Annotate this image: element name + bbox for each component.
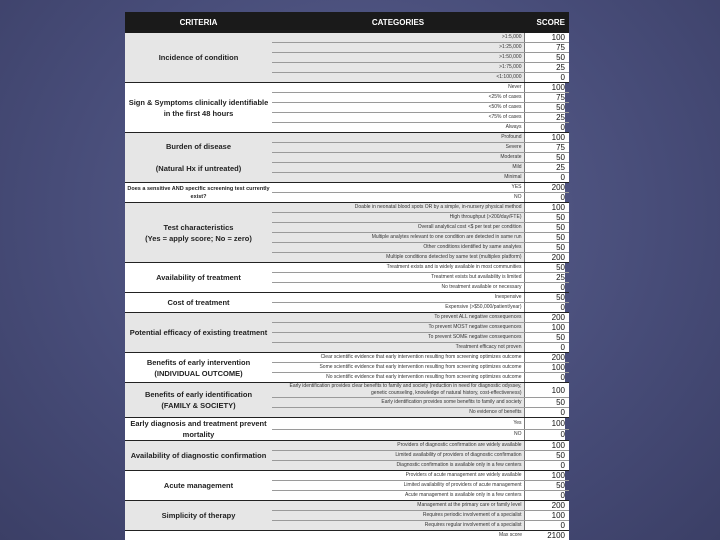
table-row — [125, 353, 569, 363]
score-cell: 25 — [524, 273, 569, 283]
criteria-cell: Sign & Symptoms clinically identifiable in the first 48 hours — [125, 83, 272, 133]
criteria-cell: Acute management — [125, 471, 272, 501]
table-row — [125, 133, 569, 143]
category-cell: No evidence of benefits — [272, 408, 524, 418]
header-criteria: CRITERIA — [125, 12, 272, 33]
category-cell: Management at the primary care or family level — [272, 501, 524, 511]
score-cell: 0 — [524, 73, 569, 83]
category-cell: Treatment exists but availability is limited — [272, 273, 524, 283]
score-cell: 0 — [524, 373, 569, 383]
category-cell: NO — [272, 429, 524, 441]
score-cell: 0 — [524, 461, 569, 471]
score-cell: 0 — [524, 173, 569, 183]
score-cell: 100 — [524, 33, 569, 43]
score-cell: 200 — [524, 353, 569, 363]
criteria-cell: Benefits of early identification (FAMILY & SOCIETY) — [125, 383, 272, 418]
score-cell: 100 — [524, 133, 569, 143]
empty-cell — [125, 531, 272, 540]
table-row — [125, 418, 569, 430]
score-cell: 100 — [524, 441, 569, 451]
header-score: SCORE — [524, 12, 569, 33]
criteria-cell: Benefits of early intervention (INDIVIDUAL OUTCOME) — [125, 353, 272, 383]
criteria-cell: Potential efficacy of existing treatment — [125, 313, 272, 353]
category-cell: Other conditions identified by same analytes — [272, 243, 524, 253]
score-cell: 50 — [524, 398, 569, 408]
score-cell: 75 — [524, 93, 569, 103]
score-cell: 50 — [524, 153, 569, 163]
category-cell: >1:5,000 — [272, 33, 524, 43]
category-cell: No treatment available or necessary — [272, 283, 524, 293]
table-row — [125, 33, 569, 43]
category-cell: Requires periodic involvement of a specialist — [272, 511, 524, 521]
score-cell: 50 — [524, 233, 569, 243]
category-cell: Treatment efficacy not proven — [272, 343, 524, 353]
score-cell: 50 — [524, 103, 569, 113]
category-cell: Some scientific evidence that early intervention resulting from screening optimizes outcome — [272, 363, 524, 373]
score-cell: 100 — [524, 83, 569, 93]
category-cell: Mild — [272, 163, 524, 173]
header-categories: CATEGORIES — [272, 12, 524, 33]
score-cell: 200 — [524, 253, 569, 263]
criteria-cell: Burden of disease (Natural Hx if untreated) — [125, 133, 272, 183]
category-cell: Limited availability of providers of diagnostic confirmation — [272, 451, 524, 461]
category-cell: Expensive (>$50,000/patient/year) — [272, 303, 524, 313]
category-cell: Early identification provides some benefits to family and society — [272, 398, 524, 408]
category-cell: >1:25,000 — [272, 43, 524, 53]
score-cell: 100 — [524, 203, 569, 213]
score-cell: 50 — [524, 223, 569, 233]
score-cell: 100 — [524, 471, 569, 481]
score-cell: 75 — [524, 143, 569, 153]
category-cell: To prevent MOST negative consequences — [272, 323, 524, 333]
criteria-cell: Early diagnosis and treatment prevent mortality — [125, 418, 272, 441]
category-cell: Yes — [272, 418, 524, 430]
category-cell: High throughput (>200/day/FTE) — [272, 213, 524, 223]
category-cell: Overall analytical cost <$ per test per condition — [272, 223, 524, 233]
criteria-cell: Simplicity of therapy — [125, 501, 272, 531]
table-row — [125, 471, 569, 481]
score-cell: 100 — [524, 418, 569, 430]
table-row — [125, 293, 569, 303]
score-cell: 50 — [524, 481, 569, 491]
criteria-cell: Test characteristics (Yes = apply score; No = zero) — [125, 203, 272, 263]
max-score-value: 2100 — [524, 531, 569, 540]
category-cell: YES — [272, 183, 524, 193]
category-cell: Clear scientific evidence that early intervention resulting from screening optimizes outcome — [272, 353, 524, 363]
category-cell: To prevent ALL negative consequences — [272, 313, 524, 323]
table-row — [125, 313, 569, 323]
category-cell: <50% of cases — [272, 103, 524, 113]
scoring-table-sheet — [125, 12, 565, 540]
table-row — [125, 183, 569, 193]
score-cell: 25 — [524, 113, 569, 123]
score-cell: 0 — [524, 521, 569, 531]
criteria-cell: Does a sensitive AND specific screening test currently exist? — [125, 183, 272, 203]
category-cell: Never — [272, 83, 524, 93]
table-row — [125, 441, 569, 451]
category-cell: Providers of acute management are widely available — [272, 471, 524, 481]
category-cell: <1:100,000 — [272, 73, 524, 83]
score-cell: 50 — [524, 293, 569, 303]
category-cell: Providers of diagnostic confirmation are widely available — [272, 441, 524, 451]
category-cell: <25% of cases — [272, 93, 524, 103]
category-cell: Doable in neonatal blood spots OR by a simple, in-nursery physical method — [272, 203, 524, 213]
criteria-scoring-table — [125, 12, 569, 540]
table-row — [125, 501, 569, 511]
category-cell: No scientific evidence that early intervention resulting from screening optimizes outcome — [272, 373, 524, 383]
criteria-cell: Incidence of condition — [125, 33, 272, 83]
score-cell: 0 — [524, 283, 569, 293]
criteria-cell: Availability of diagnostic confirmation — [125, 441, 272, 471]
score-cell: 50 — [524, 243, 569, 253]
score-cell: 200 — [524, 313, 569, 323]
category-cell: Severe — [272, 143, 524, 153]
category-cell: <75% of cases — [272, 113, 524, 123]
category-cell: Acute management is available only in a few centers — [272, 491, 524, 501]
score-cell: 200 — [524, 501, 569, 511]
category-cell: NO — [272, 193, 524, 203]
table-row — [125, 83, 569, 93]
score-cell: 100 — [524, 323, 569, 333]
category-cell: Always — [272, 123, 524, 133]
score-cell: 50 — [524, 451, 569, 461]
category-cell: Inexpensive — [272, 293, 524, 303]
category-cell: Diagnostic confirmation is available only in a few centers — [272, 461, 524, 471]
category-cell: Treatment exists and is widely available in most communities — [272, 263, 524, 273]
criteria-cell: Availability of treatment — [125, 263, 272, 293]
score-cell: 100 — [524, 383, 569, 398]
score-cell: 100 — [524, 511, 569, 521]
score-cell: 0 — [524, 343, 569, 353]
score-cell: 0 — [524, 303, 569, 313]
score-cell: 0 — [524, 123, 569, 133]
score-cell: 50 — [524, 333, 569, 343]
score-cell: 50 — [524, 53, 569, 63]
category-cell: >1:75,000 — [272, 63, 524, 73]
table-row — [125, 203, 569, 213]
category-cell: Requires regular involvement of a specialist — [272, 521, 524, 531]
score-cell: 50 — [524, 213, 569, 223]
score-cell: 0 — [524, 408, 569, 418]
category-cell: Profound — [272, 133, 524, 143]
category-cell: Multiple conditions detected by same test (multiplex platform) — [272, 253, 524, 263]
table-row — [125, 263, 569, 273]
score-cell: 0 — [524, 193, 569, 203]
category-cell: Limited availability of providers of acute management — [272, 481, 524, 491]
score-cell: 200 — [524, 183, 569, 193]
score-cell: 25 — [524, 63, 569, 73]
table-row — [125, 383, 569, 398]
category-cell: >1:50,000 — [272, 53, 524, 63]
category-cell: Minimal — [272, 173, 524, 183]
category-cell: Moderate — [272, 153, 524, 163]
score-cell: 0 — [524, 491, 569, 501]
score-cell: 0 — [524, 429, 569, 441]
category-cell: Multiple analytes relevant to one condition are detected in same run — [272, 233, 524, 243]
score-cell: 25 — [524, 163, 569, 173]
score-cell: 75 — [524, 43, 569, 53]
score-cell: 50 — [524, 263, 569, 273]
criteria-cell: Cost of treatment — [125, 293, 272, 313]
max-score-row — [125, 531, 569, 540]
score-cell: 100 — [524, 363, 569, 373]
max-score-label: Max score — [272, 531, 524, 540]
category-cell: To prevent SOME negative consequences — [272, 333, 524, 343]
category-cell: Early identification provides clear benefits to family and society (reduction in need for diagnostic odyssey, genetic counseling, knowledge of natural history, cost-effectiveness) — [272, 383, 524, 398]
